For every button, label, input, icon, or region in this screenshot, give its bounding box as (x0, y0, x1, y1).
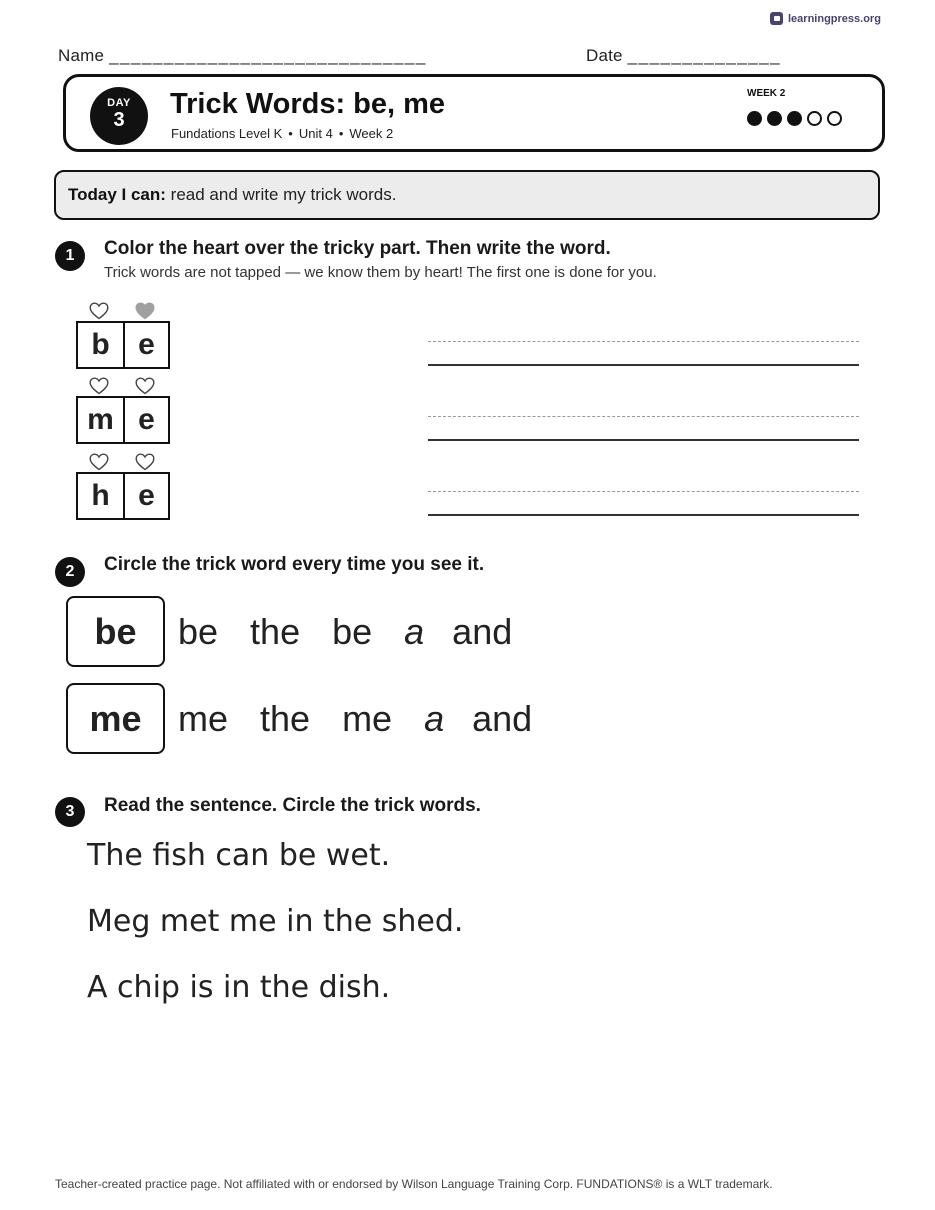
name-field[interactable] (58, 46, 427, 66)
page-subtitle (171, 126, 393, 141)
letter-tile: m (87, 403, 114, 436)
subtitle-week: Week 2 (349, 126, 394, 141)
letter-tiles (76, 472, 170, 520)
sentence[interactable]: Meg met me in the shed. (87, 904, 464, 939)
target-word-box: be (66, 596, 165, 667)
progress-dot-filled (787, 111, 802, 126)
objective-banner (54, 170, 880, 220)
heart-icon[interactable] (135, 453, 155, 471)
heart-icon[interactable] (89, 377, 109, 395)
name-blank: _____________________________ (109, 46, 427, 65)
section-number: 3 (55, 797, 85, 827)
circle-word[interactable]: the (260, 698, 311, 739)
page-title: Trick Words: be, me (170, 88, 446, 120)
writing-guide-line (428, 341, 859, 342)
week-progress (747, 111, 842, 126)
word-row (178, 698, 532, 740)
date-field[interactable] (586, 46, 781, 66)
letter-tile: h (91, 479, 110, 512)
section-title: Color the heart over the tricky part. Then write the word. (104, 238, 611, 259)
letter-tile: b (91, 328, 110, 361)
name-label: Name (58, 46, 105, 65)
brand-logo (770, 12, 881, 25)
circle-word[interactable]: be (178, 611, 219, 652)
day-badge (90, 87, 148, 145)
progress-dot-filled (747, 111, 762, 126)
circle-word[interactable]: and (472, 698, 533, 739)
heart-icon[interactable] (135, 377, 155, 395)
letter-tiles (76, 396, 170, 444)
letter-tile: e (123, 323, 168, 367)
day-number: 3 (113, 109, 125, 131)
day-label: DAY (107, 97, 131, 109)
circle-word[interactable]: and (452, 611, 513, 652)
writing-line[interactable] (428, 439, 859, 441)
section-subtitle: Trick words are not tapped — we know them by heart! The first one is done for you. (104, 264, 657, 281)
writing-line[interactable] (428, 514, 859, 516)
heart-icon[interactable] (89, 453, 109, 471)
section-number: 1 (55, 241, 85, 271)
letter-tiles (76, 321, 170, 369)
letter-tile: e (123, 474, 168, 518)
week-label: WEEK 2 (747, 88, 786, 99)
video-icon (770, 12, 783, 25)
subtitle-level: Fundations Level K (171, 126, 283, 141)
writing-line[interactable] (428, 364, 859, 366)
objective-text: read and write my trick words. (170, 185, 397, 204)
objective-lead: Today I can: (68, 185, 166, 204)
circle-word[interactable]: a (404, 611, 425, 652)
progress-dot-empty (807, 111, 822, 126)
circle-word[interactable]: be (332, 611, 373, 652)
subtitle-unit: Unit 4 (298, 126, 333, 141)
letter-tile: e (123, 398, 168, 442)
circle-word[interactable]: me (342, 698, 393, 739)
target-word-box: me (66, 683, 165, 754)
circle-word[interactable]: me (178, 698, 229, 739)
subtitle-separator: • (288, 126, 293, 141)
progress-dot-empty (827, 111, 842, 126)
footer-disclaimer: Teacher-created practice page. Not affiliated with or endorsed by Wilson Language Training Corp. FUNDATIONS® is a WLT trademark. (55, 1177, 773, 1191)
date-label: Date (586, 46, 623, 65)
section-title: Read the sentence. Circle the trick words. (104, 795, 481, 816)
circle-word[interactable]: a (424, 698, 445, 739)
writing-guide-line (428, 416, 859, 417)
heart-icon[interactable] (89, 302, 109, 320)
date-blank: ______________ (627, 46, 782, 65)
circle-word[interactable]: the (250, 611, 301, 652)
sentence[interactable]: The fish can be wet. (87, 838, 391, 873)
progress-dot-filled (767, 111, 782, 126)
sentence[interactable]: A chip is in the dish. (87, 970, 391, 1005)
section-number: 2 (55, 557, 85, 587)
subtitle-separator: • (338, 126, 344, 141)
writing-guide-line (428, 491, 859, 492)
word-row (178, 611, 512, 653)
section-title: Circle the trick word every time you see it. (104, 554, 485, 575)
heart-icon[interactable] (135, 302, 155, 320)
brand-name: learningpress.org (788, 12, 881, 25)
